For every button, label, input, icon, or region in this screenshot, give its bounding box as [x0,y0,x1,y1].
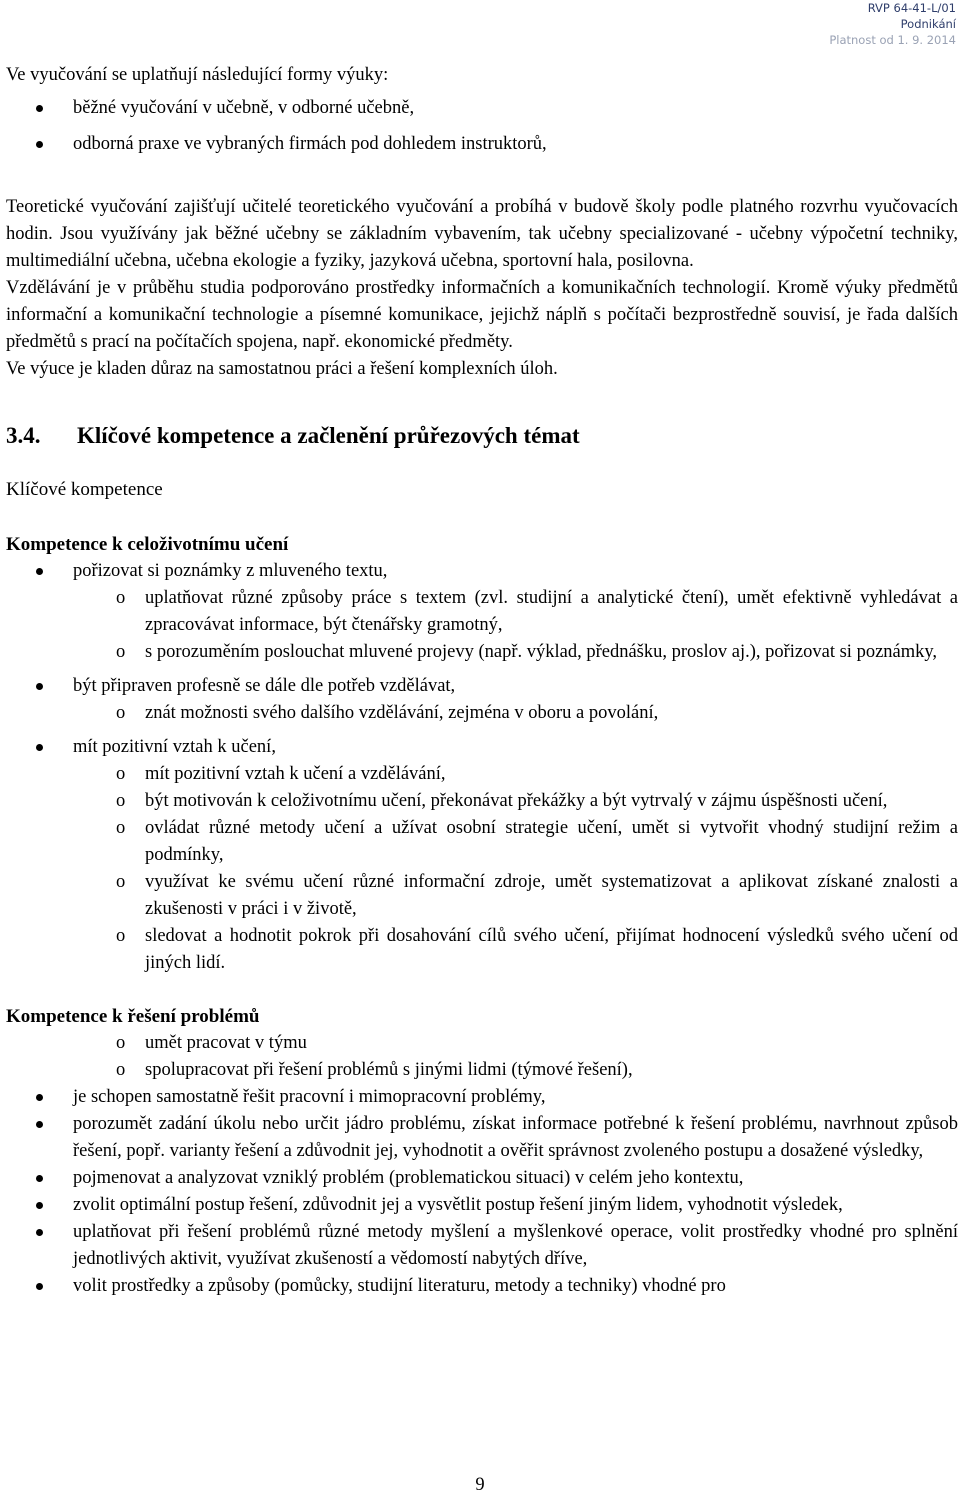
header-validity: Platnost od 1. 9. 2014 [829,33,956,47]
list-item: mít pozitivní vztah k učení, [6,734,958,761]
list-item: odborná praxe ve vybraných firmách pod dohledem instruktorů, [6,131,958,158]
list-item: být připraven profesně se dále dle potřeb vzdělávat, [6,673,958,700]
page-header [829,0,956,48]
sub-list-item: o spolupracovat při řešení problémů s jinými lidmi (týmové řešení), [116,1060,633,1080]
paragraph-emphasis: Ve výuce je kladen důraz na samostatnou práci a řešení komplexních úloh. [6,359,558,379]
list-item: běžné vyučování v učebně, v odborné učebně, [6,95,958,122]
sub-list-item: o umět pracovat v týmu [116,1033,307,1053]
list-item: uplatňovat při řešení problémů různé metody myšlení a myšlenkové operace, volit prostředky vhodné pro splnění jednotlivých aktivit, využívat zkušeností a vědomostí nabytých dříve, [6,1219,958,1273]
sub-list-item: o sledovat a hodnotit pokrok při dosahování cílů svého učení, přijímat hodnocení výsledků svého učení od jiných lidí. [116,926,958,973]
sub-list-item: o s porozuměním poslouchat mluvené projevy (např. výklad, přednášku, proslov aj.), pořizovat si poznámky, [116,642,938,662]
problems-list [6,1030,958,1300]
sub-list-item: o ovládat různé metody učení a užívat osobní strategie učení, umět si vytvořit vhodný studijní režim a podmínky, [116,818,958,865]
header-code: RVP 64-41-L/01 [867,1,956,15]
sub-list-item: o být motivován k celoživotnímu učení, překonávat překážky a být vytrvalý v zájmu úspěšnosti učení, [116,791,888,811]
problems-heading: Kompetence k řešení problémů [6,1006,260,1027]
lifelong-list [6,558,958,977]
list-item: porozumět zadání úkolu nebo určit jádro problému, získat informace potřebné k řešení problému, navrhnout způsob řešení, popř. varianty řešení a zdůvodnit jej, vyhodnotit a ověřit správnost zvoleného postupu a dosažené výsledky, [6,1111,958,1165]
sub-list-item: o mít pozitivní vztah k učení a vzdělávání, [116,764,446,784]
forms-title: Ve vyučování se uplatňují následující formy výuky: [6,65,389,85]
sub-list-item: o uplatňovat různé způsoby práce s textem (zvl. studijní a analytické čtení), umět efektivně vyhledávat a zpracovávat informace, být čtenářsky gramotný, [116,588,958,635]
paragraph-ict: Vzdělávání je v průběhu studia podporováno prostředky informačních a komunikačních technologií. Kromě výuky předmětů informační a komunikační technologie a písemné komunikace, jejichž náplň s počítači bezprostředně souvisí, je řada dalších předmětů s prací na počítačích spojena, např. ekonomické předměty. [6,278,958,352]
section-subtitle: Klíčové kompetence [6,479,163,500]
page-number: 9 [475,1475,485,1495]
header-field: Podnikání [900,17,956,31]
section-number: 3.4. [6,423,41,448]
lifelong-heading: Kompetence k celoživotnímu učení [6,534,289,555]
list-item: pojmenovat a analyzovat vzniklý problém (problematickou situaci) v celém jeho kontextu, [6,1165,958,1192]
sub-list-item: o znát možnosti svého dalšího vzdělávání, zejména v oboru a povolání, [116,703,659,723]
list-item: je schopen samostatně řešit pracovní i mimopracovní problémy, [6,1084,958,1111]
section-heading [6,421,958,451]
list-item: volit prostředky a způsoby (pomůcky, studijní literaturu, metody a techniky) vhodné pro [6,1273,958,1300]
sub-list-item: o využívat ke svému učení různé informační zdroje, umět systematizovat a aplikovat získané znalosti a zkušenosti v práci i v životě, [116,872,958,919]
paragraph-theory: Teoretické vyučování zajišťují učitelé teoretického vyučování a probíhá v budově školy podle platného rozvrhu vyučovacích hodin. Jsou využívány jak běžné učebny se základním vybavením, tak učebny specializované - učebny výpočetní techniky, multimediální učebna, učebna ekologie a fyziky, jazyková učebna, sportovní hala, posilovna. [6,197,958,271]
forms-list [6,95,958,158]
list-item: pořizovat si poznámky z mluveného textu, [6,558,958,585]
section-title: Klíčové kompetence a začlenění průřezových témat [77,423,580,448]
list-item: zvolit optimální postup řešení, zdůvodnit jej a vysvětlit postup řešení jiným lidem, vyhodnotit výsledek, [6,1192,958,1219]
